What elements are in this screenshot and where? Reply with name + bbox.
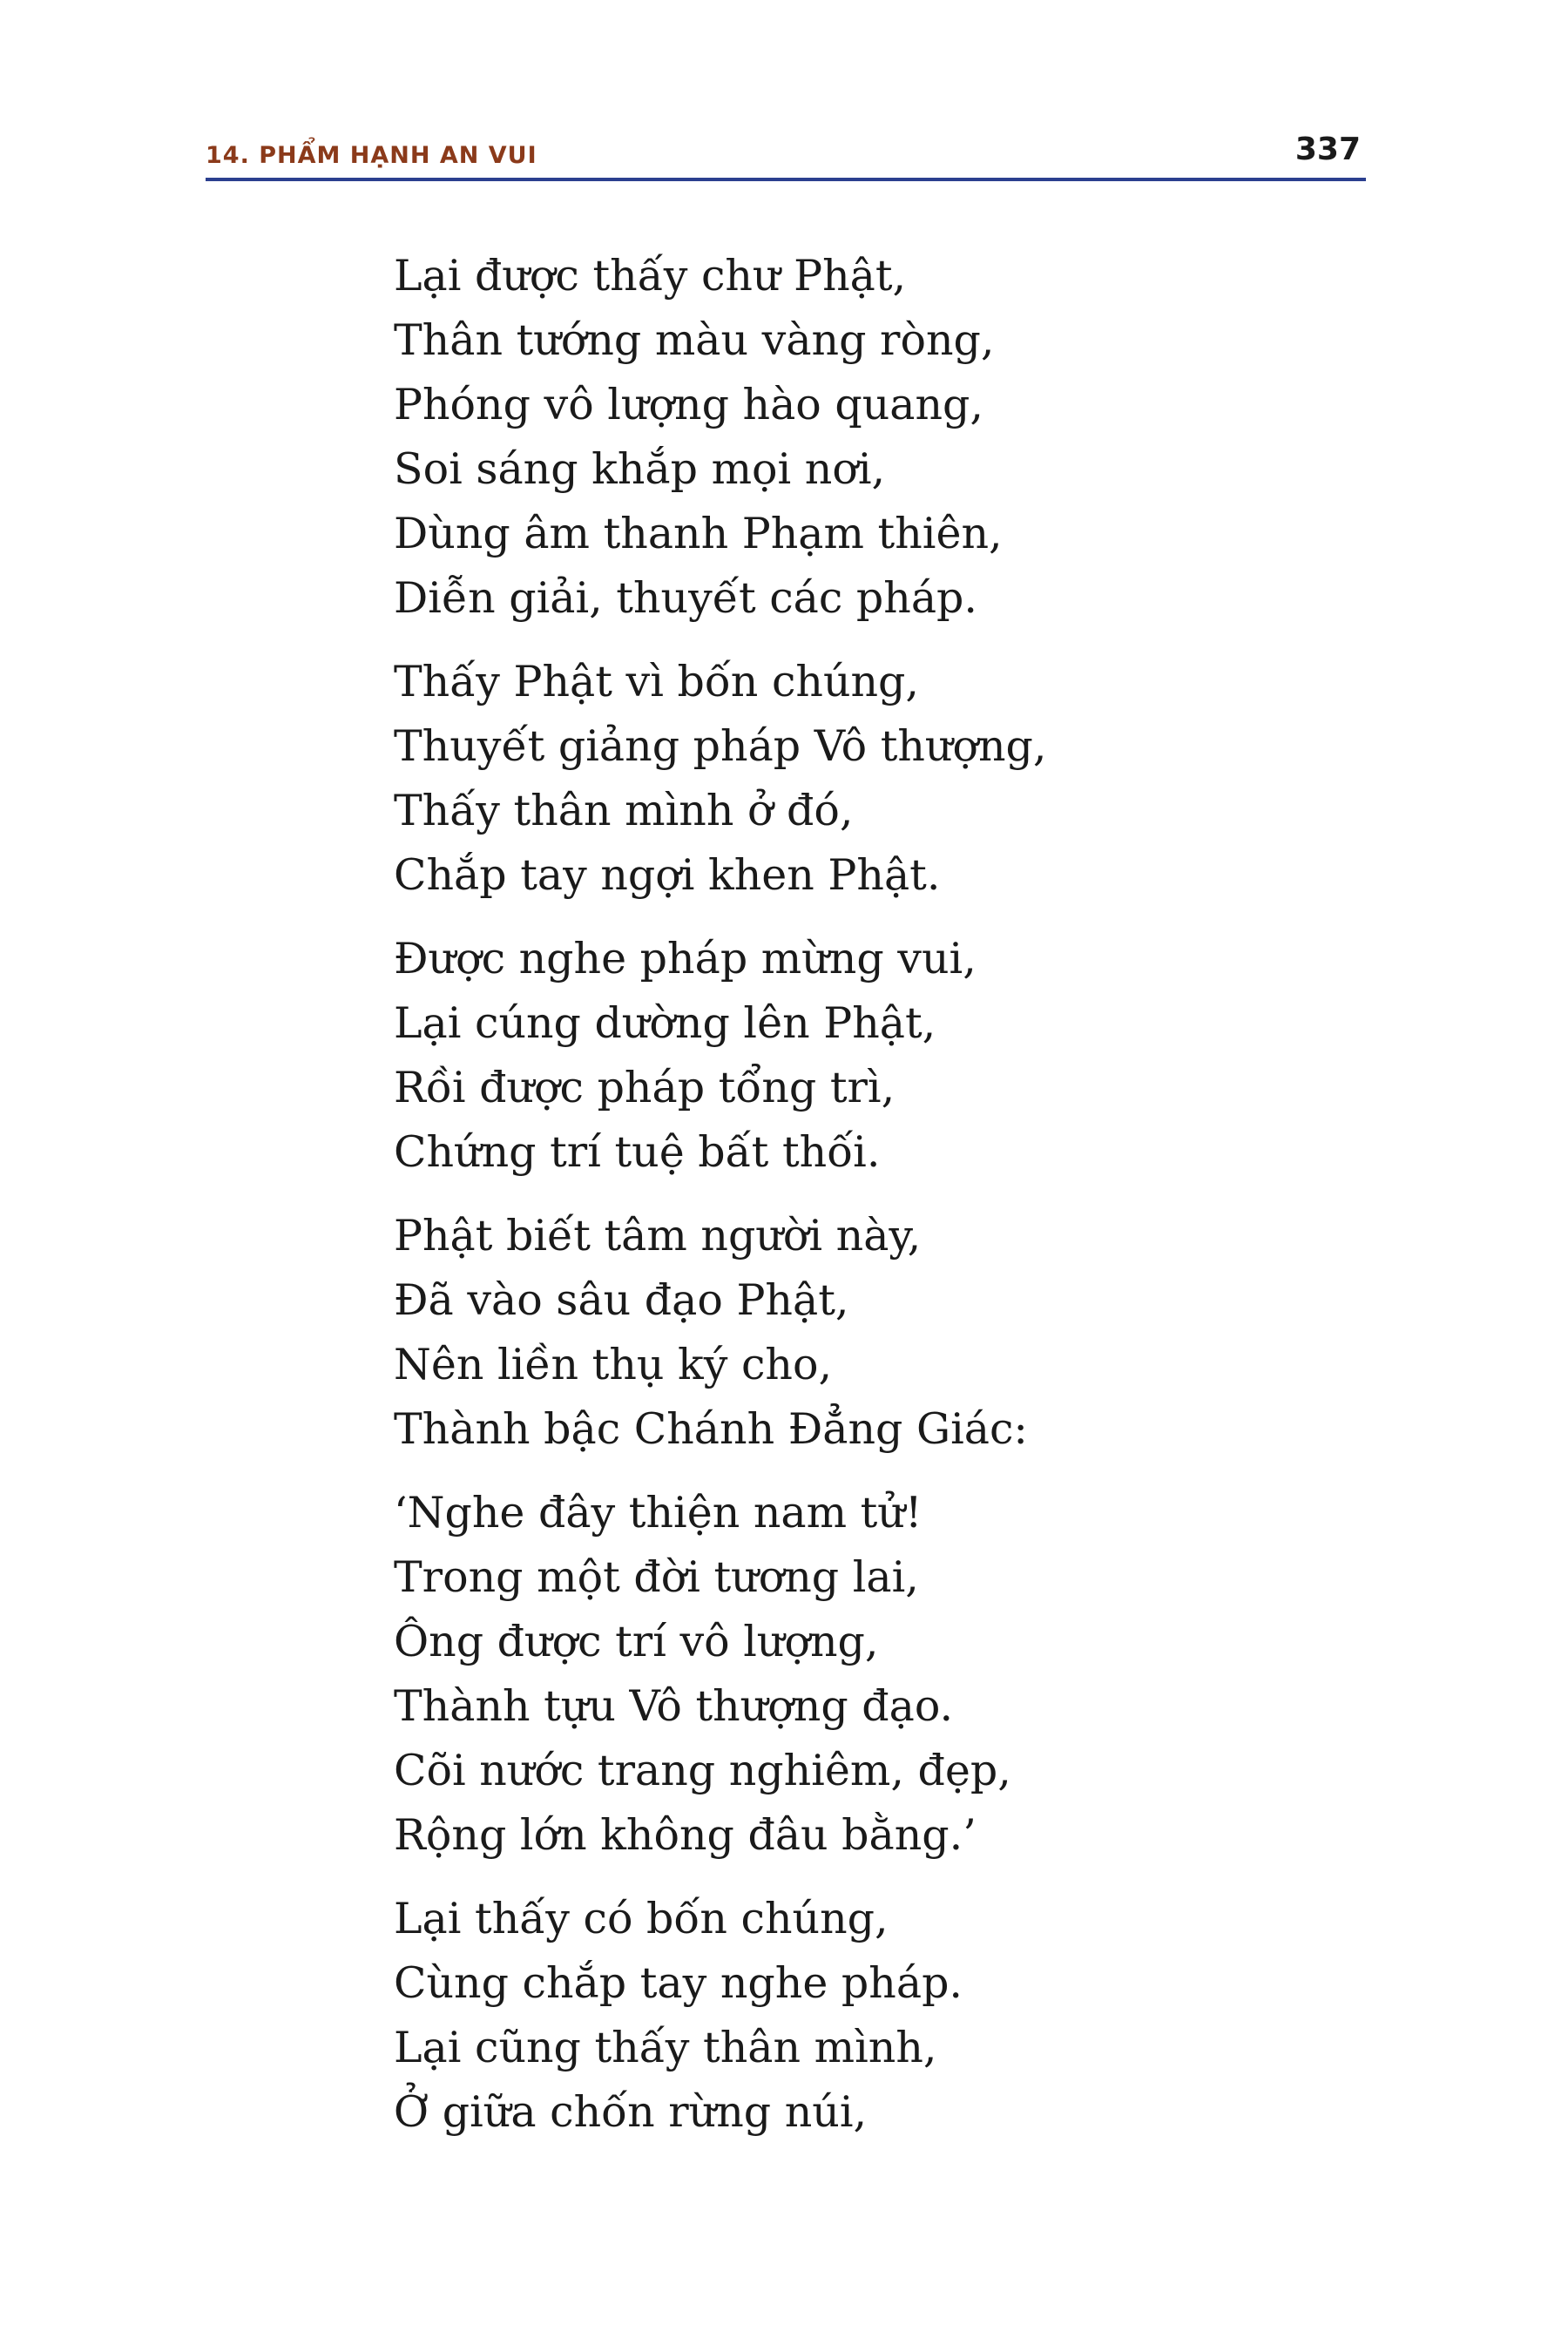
poem-line: Đã vào sâu đạo Phật,: [394, 1275, 849, 1325]
poem-body: [394, 244, 1352, 2164]
poem-line: Thân tướng màu vàng ròng,: [394, 315, 995, 365]
poem-line: Soi sáng khắp mọi nơi,: [394, 444, 886, 494]
poem-line: Dùng âm thanh Phạm thiên,: [394, 509, 1003, 558]
poem-line: Phật biết tâm người này,: [394, 1211, 922, 1260]
page-number: 337: [1294, 132, 1361, 167]
poem-line: Diễn giải, thuyết các pháp.: [394, 573, 977, 623]
chapter-title: 14. PHẨM HẠNH AN VUI: [206, 142, 537, 169]
poem-line: Lại cúng dường lên Phật,: [394, 998, 936, 1048]
poem-line: Cõi nước trang nghiêm, đẹp,: [394, 1746, 1011, 1795]
poem-line: Cùng chắp tay nghe pháp.: [394, 1958, 963, 2008]
poem-line: Rồi được pháp tổng trì,: [394, 1063, 896, 1112]
stanza: [394, 1481, 1352, 1868]
poem-line: Lại thấy có bốn chúng,: [394, 1894, 889, 1943]
poem-line: Nên liền thụ ký cho,: [394, 1340, 833, 1389]
poem-line: Thấy thân mình ở đó,: [394, 786, 854, 835]
stanza: [394, 1887, 1352, 2145]
running-header: [206, 122, 1366, 181]
poem-line: Thành bậc Chánh Đẳng Giác:: [394, 1404, 1028, 1454]
poem-line: Rộng lớn không đâu bằng.’: [394, 1810, 977, 1860]
poem-line: Lại được thấy chư Phật,: [394, 251, 907, 301]
poem-line: Lại cũng thấy thân mình,: [394, 2023, 937, 2072]
stanza: [394, 927, 1352, 1185]
poem-line: Chắp tay ngợi khen Phật.: [394, 850, 941, 900]
stanza: [394, 244, 1352, 631]
poem-line: Thành tựu Vô thượng đạo.: [394, 1681, 954, 1731]
poem-line: Ở giữa chốn rừng núi,: [394, 2087, 868, 2137]
poem-line: Chứng trí tuệ bất thối.: [394, 1127, 881, 1177]
stanza: [394, 650, 1352, 908]
stanza: [394, 1204, 1352, 1462]
poem-line: Thấy Phật vì bốn chúng,: [394, 657, 920, 706]
poem-line: Ông được trí vô lượng,: [394, 1617, 879, 1666]
poem-line: Được nghe pháp mừng vui,: [394, 934, 977, 983]
header-rule: [206, 178, 1366, 181]
poem-line: Thuyết giảng pháp Vô thượng,: [394, 721, 1047, 771]
poem-line: Phóng vô lượng hào quang,: [394, 380, 984, 429]
poem-line: Trong một đời tương lai,: [394, 1552, 919, 1602]
poem-line: ‘Nghe đây thiện nam tử!: [394, 1488, 923, 1538]
